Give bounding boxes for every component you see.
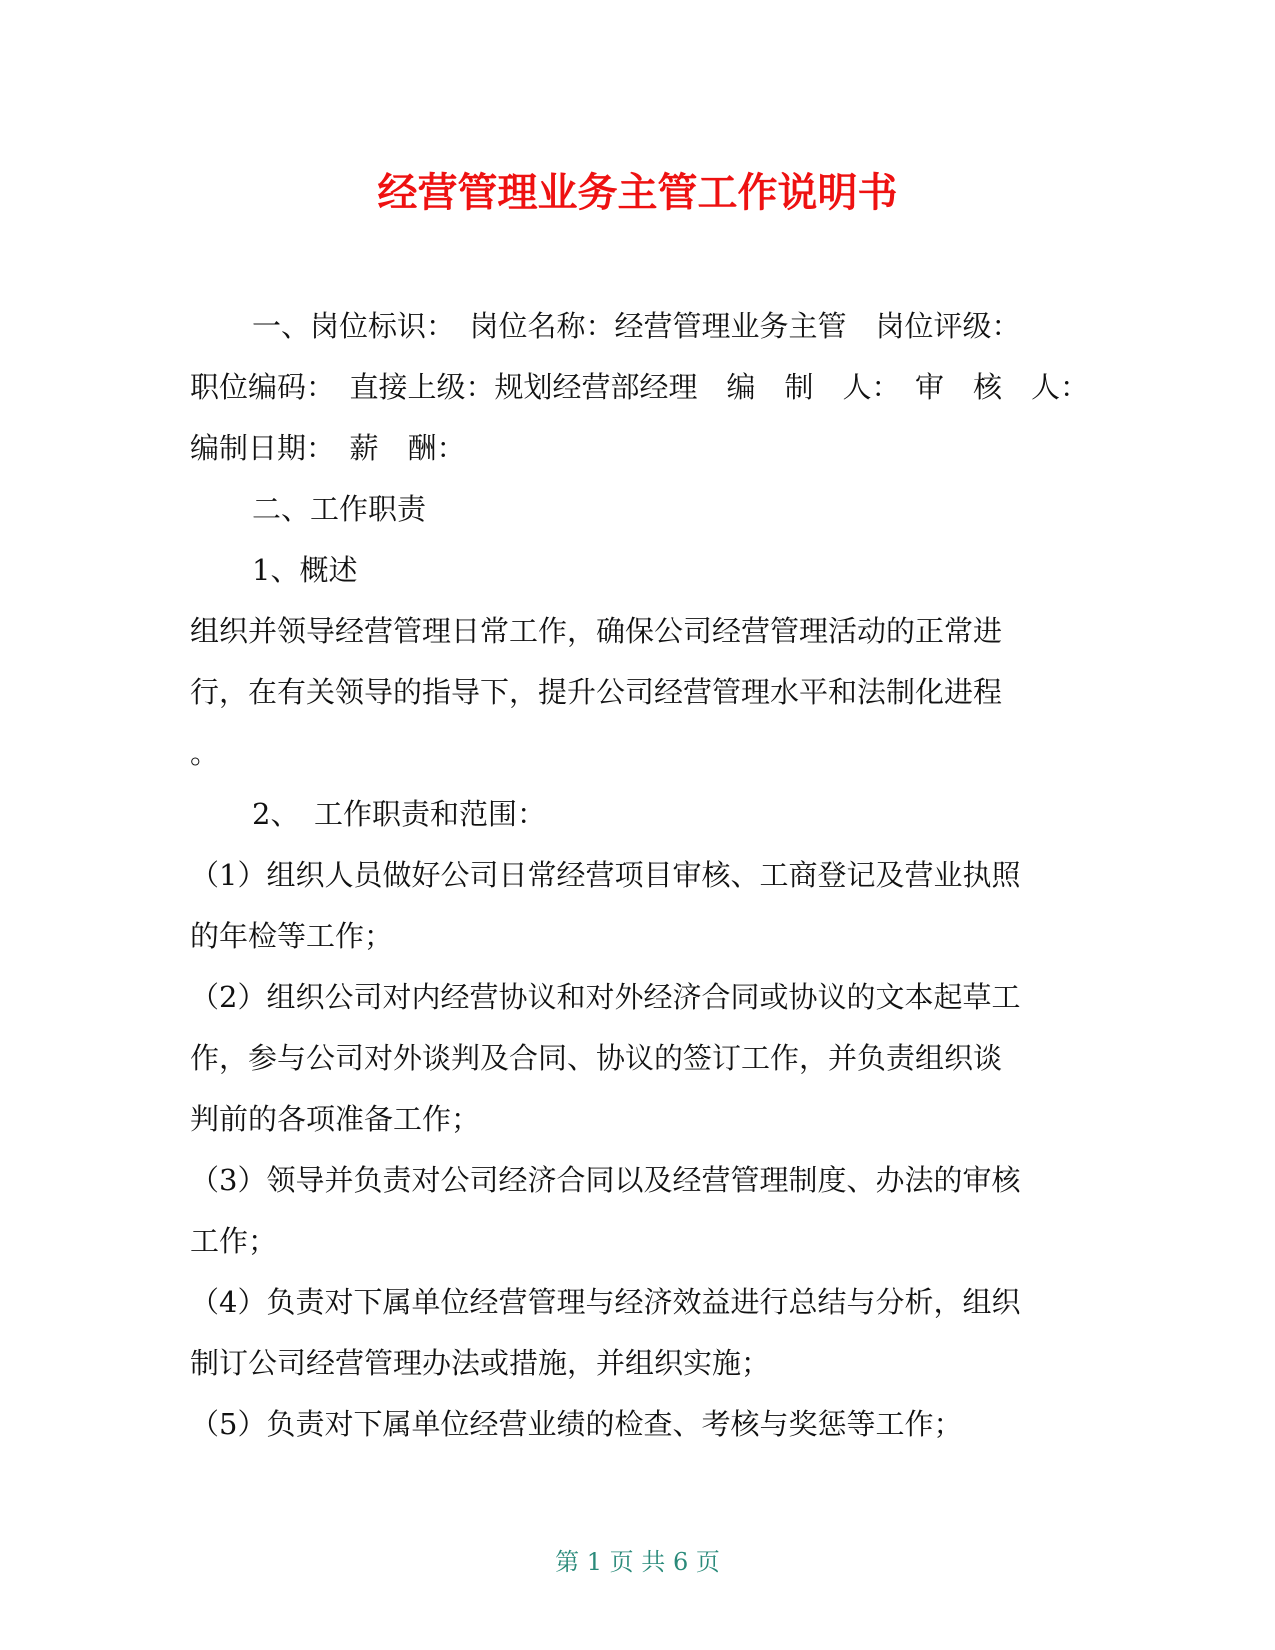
text-line: 一、岗位标识： 岗位名称：经营管理业务主管 岗位评级：	[252, 309, 1021, 343]
text-line: 制订公司经营管理办法或措施，并组织实施；	[190, 1346, 771, 1380]
subsection-heading: 1、概述	[252, 553, 358, 587]
text-line: 的年检等工作；	[190, 919, 394, 953]
text-line: 编制日期： 薪 酬：	[190, 431, 466, 465]
text-line: （4）负责对下属单位经营管理与经济效益进行总结与分析，组织	[190, 1285, 1021, 1319]
subsection-heading: 2、 工作职责和范围：	[252, 797, 546, 831]
section-heading: 二、工作职责	[252, 492, 427, 526]
text-line: 职位编码： 直接上级：规划经营部经理 编 制 人： 审 核 人：	[190, 370, 1090, 404]
text-line: 行，在有关领导的指导下，提升公司经营管理水平和法制化进程	[190, 675, 1003, 709]
page-footer: 第 1 页 共 6 页	[555, 1548, 720, 1576]
text-line: （2）组织公司对内经营协议和对外经济合同或协议的文本起草工	[190, 980, 1021, 1014]
text-line: 作，参与公司对外谈判及合同、协议的签订工作，并负责组织谈	[190, 1041, 1003, 1075]
text-line: 工作；	[190, 1224, 278, 1258]
text-line: 判前的各项准备工作；	[190, 1102, 481, 1136]
text-line: （1）组织人员做好公司日常经营项目审核、工商登记及营业执照	[190, 858, 1021, 892]
text-line: 组织并领导经营管理日常工作，确保公司经营管理活动的正常进	[190, 614, 1003, 648]
document-title: 经营管理业务主管工作说明书	[377, 170, 898, 216]
text-line: 。	[190, 736, 220, 770]
text-line: （5）负责对下属单位经营业绩的检查、考核与奖惩等工作；	[190, 1407, 963, 1441]
text-line: （3）领导并负责对公司经济合同以及经营管理制度、办法的审核	[190, 1163, 1021, 1197]
document-body	[190, 296, 1090, 1455]
